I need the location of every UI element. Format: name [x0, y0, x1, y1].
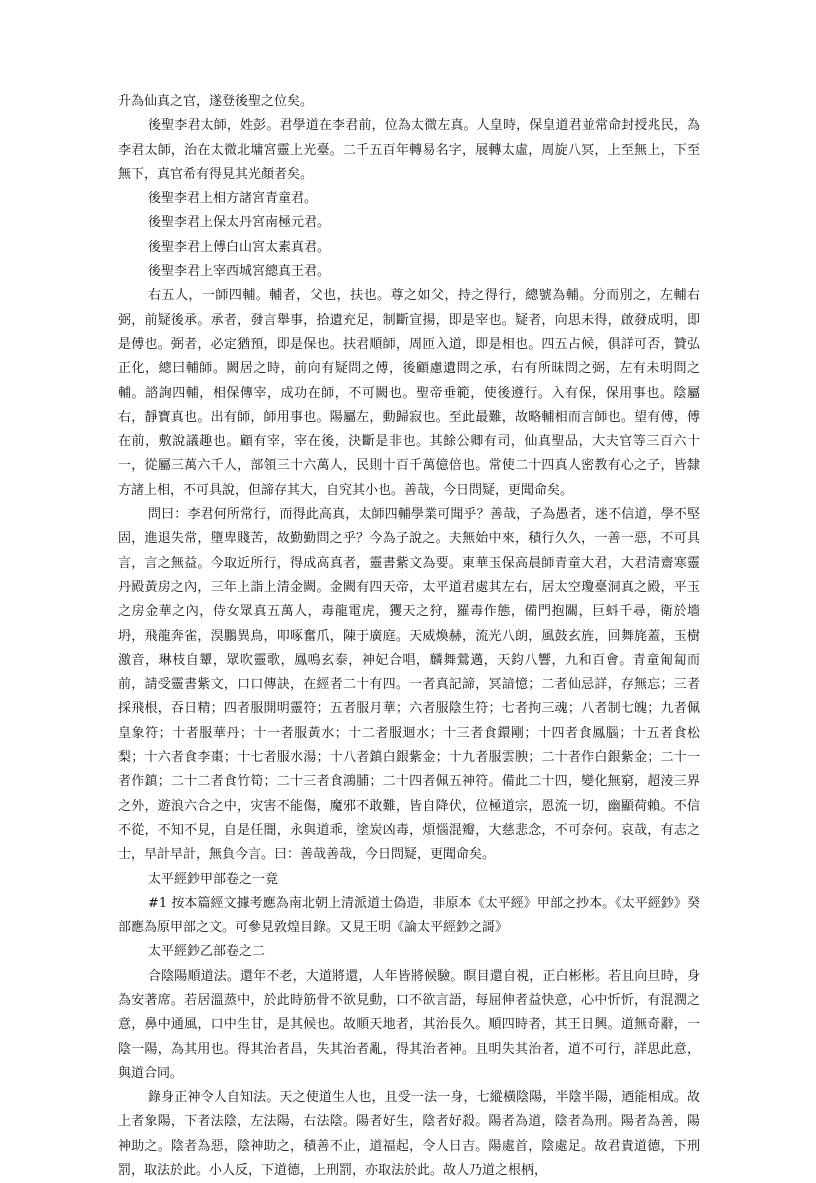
- footnote: #1 按本篇經文據考應為南北朝上清派道士偽造，非原本《太平經》甲部之抄本。《太平經鈔》癸部應為原甲部之文。可參見敦煌目錄。又見王明《論太平經鈔之謌》: [118, 895, 700, 936]
- paragraph: 後聖李君上傅白山宮太素真君。: [148, 239, 331, 255]
- paragraph: 升為仙真之官，遂登後聖之位矣。: [118, 94, 314, 109]
- document-page: [118, 90, 700, 1183]
- paragraph: 後聖李君上保太丹宮南極元君。: [148, 215, 331, 231]
- paragraph: 後聖李君上相方諸宮青童君。: [148, 191, 318, 207]
- paragraph: 後聖李君上宰西城宮總真王君。: [148, 264, 331, 280]
- paragraph: 合陰陽順道法。還年不老，大道將還，人年皆將候驗。瞑目還自視，正白彬彬。若且向旦時，身為安著席。若居溫蒸中，於此時筋骨不欲見動，口不欲言語，每屈伸者益快意，心中忻忻，有混潤之意，鼻中通風，口中生甘，是其候也。故順天地者，其治長久。順四時者，其王日興。道無奇辭，一陰一陽，為其用也。得其治者昌，失其治者亂，得其治者神。且明失其治者，道不可行，詳思此意，與道合同。: [118, 968, 700, 1081]
- paragraph: 錄身正神令人自知法。天之使道生人也，且受一法一身，七縱橫陰陽，半陰半陽，迺能相成。故上者象陽，下者法陰，左法陽，右法陰。陽者好生，陰者好殺。陽者為道，陰者為刑。陽者為善，陽神助之。陰者為惡，陰神助之，積善不止，道福起，令人日吉。陽處首，陰處足。故君貴道德，下刑罰，取法於此。小人反，下道德，上刑罰，亦取法於此。故人乃道之根柄，: [118, 1090, 700, 1179]
- chapter-heading: 太平經鈔乙部卷之二: [148, 944, 266, 960]
- paragraph: 後聖李君太師，姓彭。君學道在李君前，位為太微左真。人皇時，保皇道君並常命封授兆民，為李君太師，治在太微北墉宮靈上光臺。二千五百年轉易名字，展轉太虛，周旋八冥，上至無上，下至無下，真官希有得見其光顏者矣。: [118, 118, 700, 182]
- paragraph: 問曰：李君何所常行，而得此高真，太師四輔學業可聞乎？善哉，子為愚者，迷不信道，學不堅固，進退失常，墮卑賤苦，故勤勤問之乎？今為子說之。夫無始中來，積行久久，一善一惡，不可具言，言之無益。今取近所行，得成高真者，靈書紫文為要。東華玉保高晨師青童大君，大君清齋寒靈丹殿黃房之內，三年上詣上清金闕。金闕有四天帝，太平道君處其左右，居太空瓊臺洞真之殿，平玉之房金華之內，侍女眾真五萬人，毒龍電虎，玃天之狩，羅毒作態，備門抱關，巨蚪千尋，衛於墻坍，飛龍奔雀，淏鵬異鳥，叩啄奮爪，陳于廣庭。天威煥赫，流光八朗，風鼓玄旌，回舞旄蓋，玉樹激音，琳枝自顰，眾吹靈歌，鳳鳴玄泰，神妃合唱，麟舞鶯邁，天鈞八響，九和百會。青童匍匐而前，請受靈書紫文，口口傳訣，在經者二十有四。一者真記諦，冥諳憶；二者仙忌詳，存無忘；三者採飛根，吞日精；四者服開明靈符；五者服月華；六者服陰生符；七者拘三魂；八者制七魄；九者佩皇象符；十者服華丹；十一者服黃水；十二者服迴水；十三者食鐶剛；十四者食鳳腦；十五者食松梨；十六者食李棗；十七者服水湯；十八者鎮白銀紫金；十九者服雲腴；二十者作白銀紫金；二十一者作鎮；二十二者食竹筍；二十三者食鴻脯；二十四者佩五神符。備此二十四，變化無窮，超淩三界之外，遊浪六合之中，灾害不能傷，魔邪不敢難，皆自降伏，位極道宗，恩流一切，幽顯荷賴。不信不從，不知不見，自是任闇，永與道乖，塗炭凶毒，煩惱混瓣，大慈悲念，不可奈何。哀哉，有志之士，早計早計，無負今言。曰：善哉善哉，今日問疑，更聞命矣。: [118, 507, 700, 863]
- chapter-end-line: 太平經鈔甲部卷之一竟: [148, 871, 279, 887]
- paragraph: 右五人，一師四輔。輔者，父也，扶也。尊之如父，持之得行，總號為輔。分而別之，左輔右弼，前疑後承。承者，發言舉事，拾遺充足，制斷宣揚，即是宰也。疑者，向思未得，啟發成明，即是傅也。弼者，必定猶預，即是保也。扶君順師，周匝入道，即是相也。四五占候，俱詳可否，贊弘正化，總曰輔師。闕居之時，前向有疑問之傅，後顧慮遺問之承，右有所昧問之弼，左有未明問之輔。諮詢四輔，相保傳宰，成功在師，不可闕也。聖帝垂範，使後遵行。入有保，保用事也。陰屬右，靜寶真也。出有師，師用事也。陽屬左，動歸寂也。至此最難，故略輔相而言師也。望有傅，傅在前，敷說議趣也。顧有宰，宰在後，決斷是非也。其餘公卿有司，仙真聖品，大夫官等三百六十一，從屬三萬六千人，部領三十六萬人，民則十百千萬億倍也。常使二十四真人密教有心之子，皆隸方諸上相，不可具說，但諦存其大，自究其小也。善哉，今日問疑，更聞命矣。: [118, 288, 700, 498]
